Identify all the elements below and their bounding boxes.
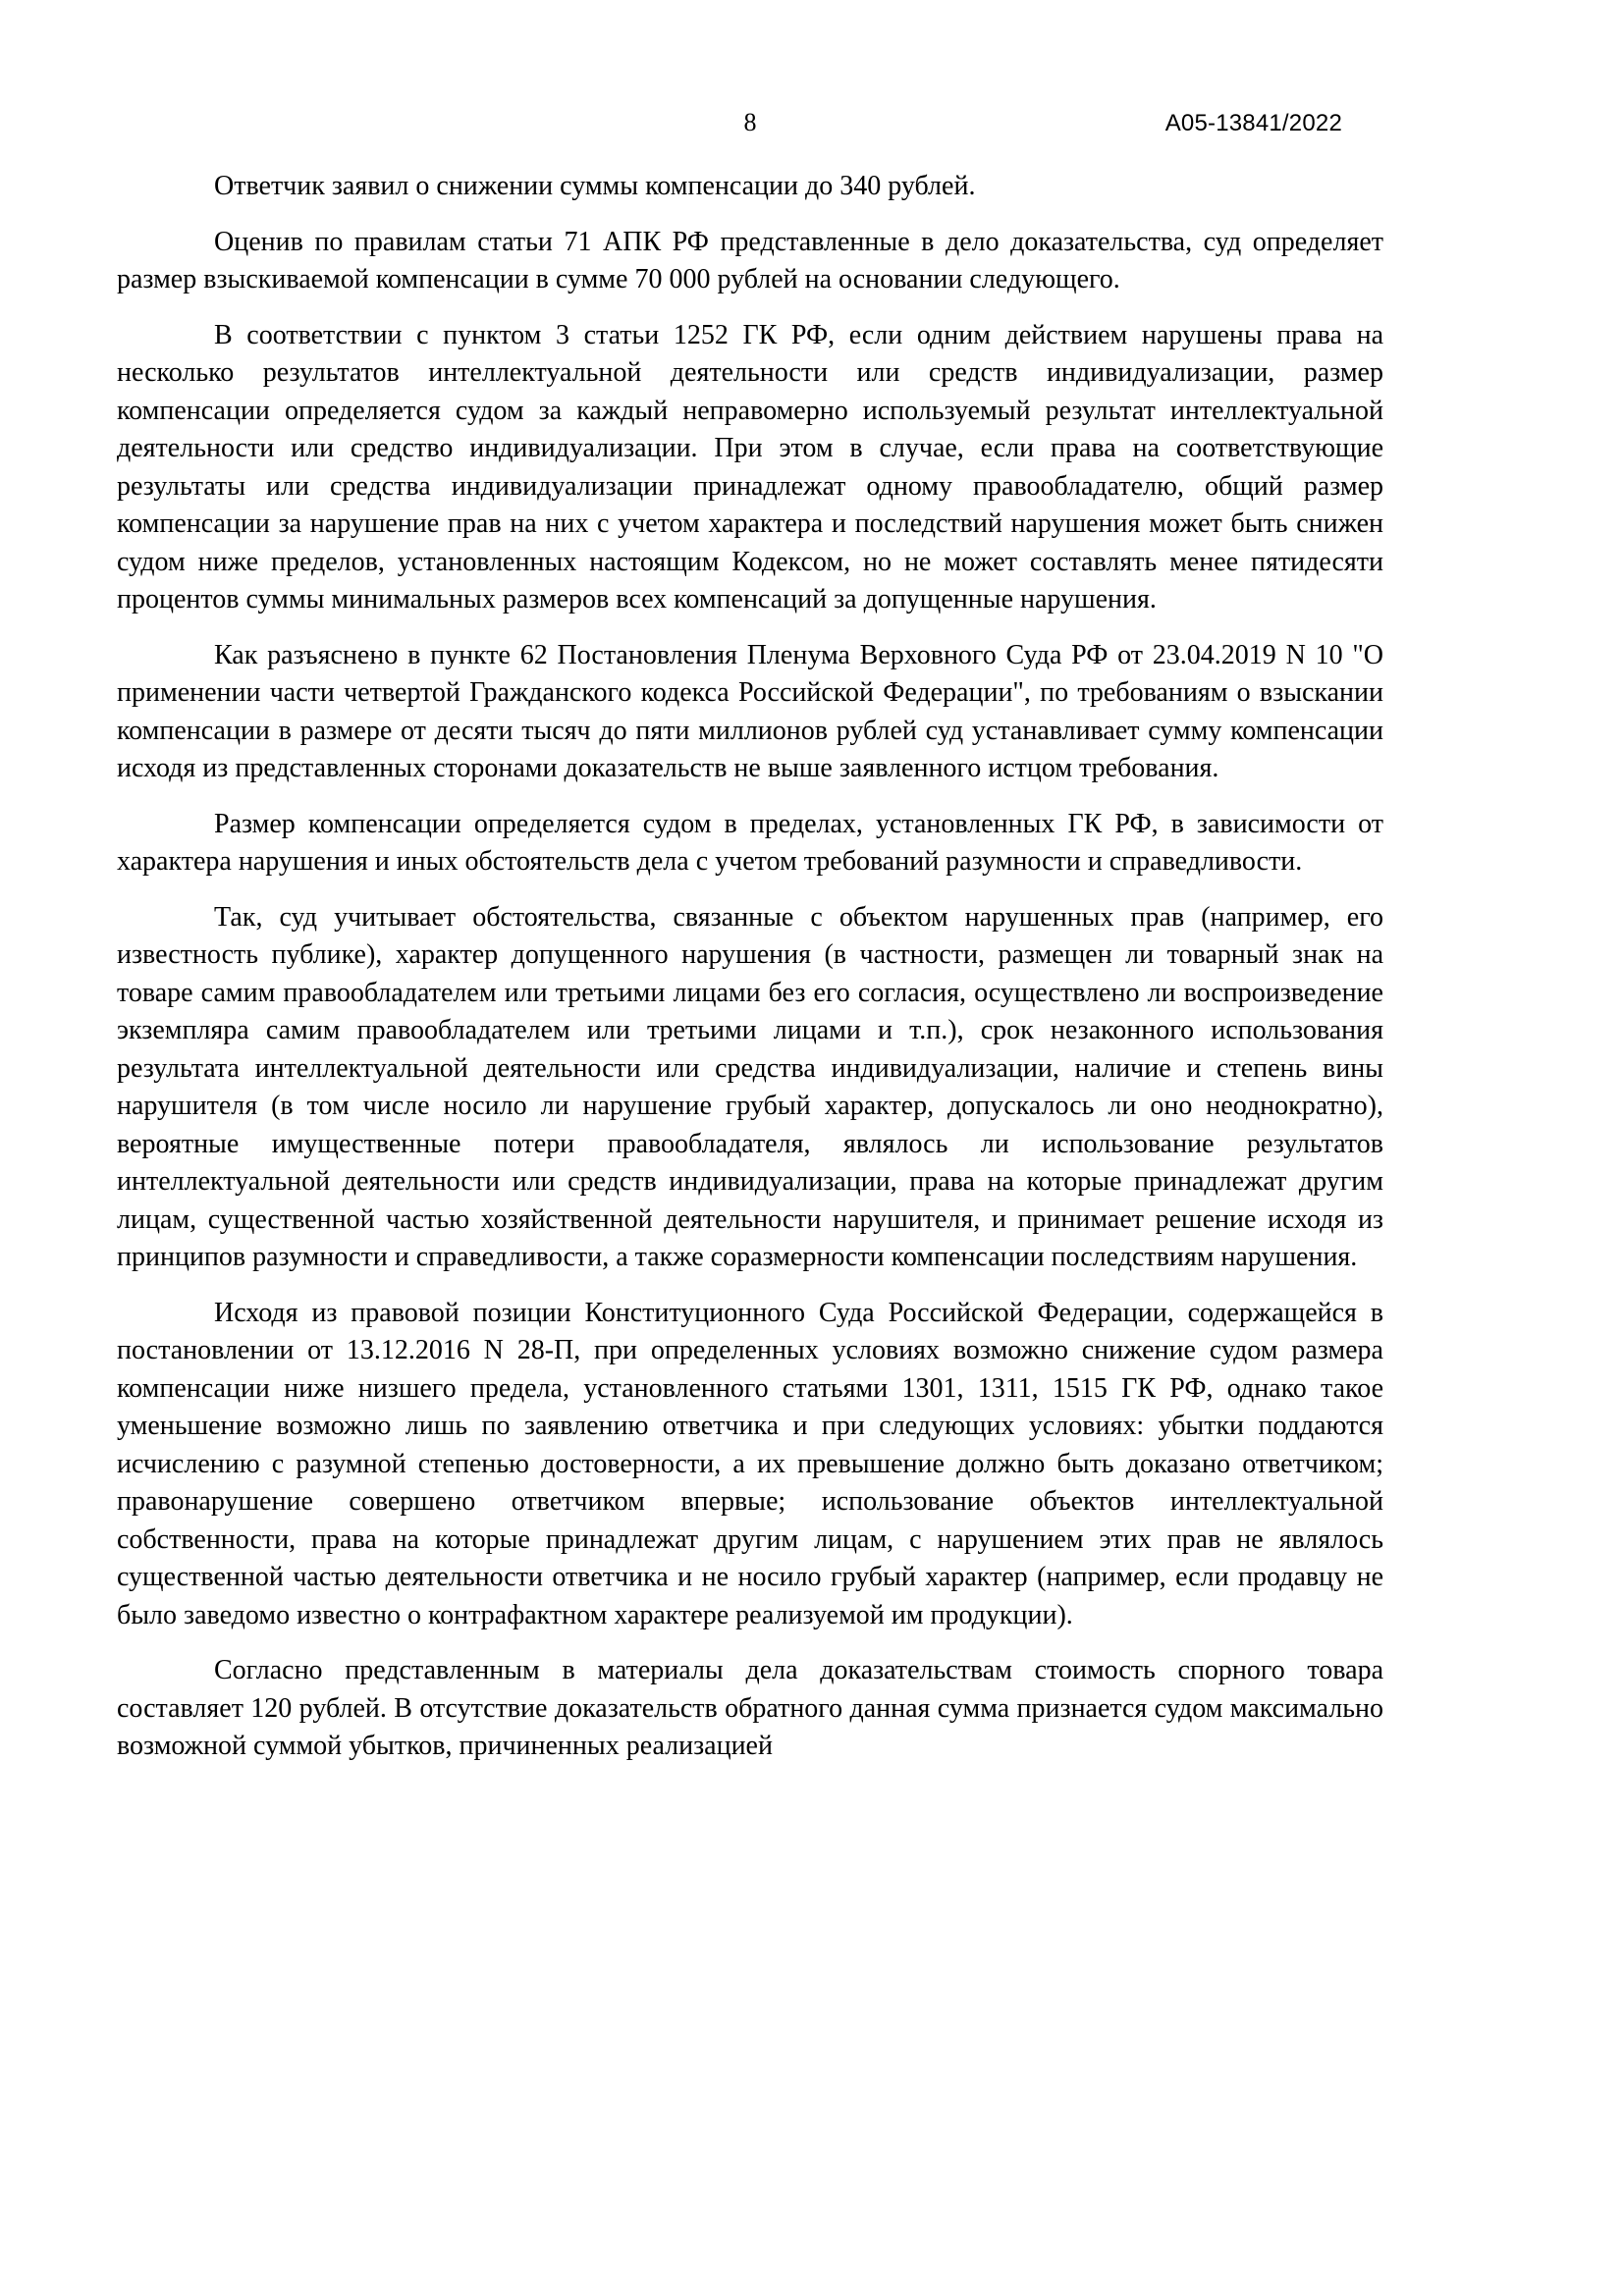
paragraph-goods-cost: Согласно представленным в материалы дела доказательствам стоимость спорного товара составляет 120 рублей. В отсутствие доказательств обратного данная сумма признается судом максимально возможной суммой убытков, причиненных реализацией: [117, 1655, 1383, 1761]
paragraph-court-considerations: Так, суд учитывает обстоятельства, связанные с объектом нарушенных прав (например, его известность публике), характер допущенного нарушения (в частности, размещен ли товарный знак на товаре самим правообладателем или третьими лицами без его согласия, осуществлено ли воспроизведение экземпляра самим правообладателем или третьими лицами и т.п.), срок незаконного использования результата интеллектуальной деятельности или средства индивидуализации, наличие и степень вины нарушителя (в том числе носило ли нарушение грубый характер, допускалось ли оно неоднократно), вероятные имущественные потери правообладателя, являлось ли использование результатов интеллектуальной деятельности или средств индивидуализации, права на которые принадлежат другим лицам, существенной частью хозяйственной деятельности нарушителя, и принимает решение исходя из принципов разумности и справедливости, а также соразмерности компенсации последствиям нарушения.: [117, 901, 1383, 1272]
paragraph-plenum-62: Как разъяснено в пункте 62 Постановления Пленума Верховного Суда РФ от 23.04.2019 N 10 "О применении части четвертой Гражданского кодекса Российской Федерации", по требованиям о взыскании компенсации в размере от десяти тысяч до пяти миллионов рублей суд устанавливает сумму компенсации исходя из представленных сторонами доказательств не выше заявленного истцом требования.: [117, 639, 1383, 783]
document-body: [117, 168, 1383, 1784]
case-number: A05-13841/2022: [1164, 110, 1342, 136]
paragraph-article-1252: В соответствии с пунктом 3 статьи 1252 ГК РФ, если одним действием нарушены права на несколько результатов интеллектуальной деятельности или средств индивидуализации, размер компенсации определяется судом за каждый неправомерно используемый результат интеллектуальной деятельности или средство индивидуализации. При этом в случае, если права на соответствующие результаты или средства индивидуализации принадлежат одному правообладателю, общий размер компенсации за нарушение прав на них с учетом характера и последствий нарушения может быть снижен судом ниже пределов, установленных настоящим Кодексом, но не может составлять менее пятидесяти процентов суммы минимальных размеров всех компенсаций за допущенные нарушения.: [117, 319, 1383, 614]
paragraph-compensation-limits: Размер компенсации определяется судом в пределах, установленных ГК РФ, в зависимости от характера нарушения и иных обстоятельств дела с учетом требований разумности и справедливости.: [117, 808, 1383, 877]
paragraph-constitutional-court-position: Исходя из правовой позиции Конституционного Суда Российской Федерации, содержащейся в постановлении от 13.12.2016 N 28-П, при определенных условиях возможно снижение судом размера компенсации ниже низшего предела, установленного статьями 1301, 1311, 1515 ГК РФ, однако такое уменьшение возможно лишь по заявлению ответчика и при следующих условиях: убытки поддаются исчислению с разумной степенью достоверности, а их превышение должно быть доказано ответчиком; правонарушение совершено ответчиком впервые; использование объектов интеллектуальной собственности, права на которые принадлежат другим лицам, с нарушением этих прав не являлось существенной частью деятельности ответчика и не носило грубый характер (например, если продавцу не было заведомо известно о контрафактном характере реализуемой им продукции).: [117, 1297, 1383, 1630]
page-number: 8: [743, 108, 757, 136]
paragraph-court-assessment: Оценив по правилам статьи 71 АПК РФ представленные в дело доказательства, суд определяет размер взыскиваемой компенсации в сумме 70 000 рублей на основании следующего.: [117, 226, 1383, 294]
paragraph-respondent-claim: Ответчик заявил о снижении суммы компенсации до 340 рублей.: [214, 171, 976, 201]
